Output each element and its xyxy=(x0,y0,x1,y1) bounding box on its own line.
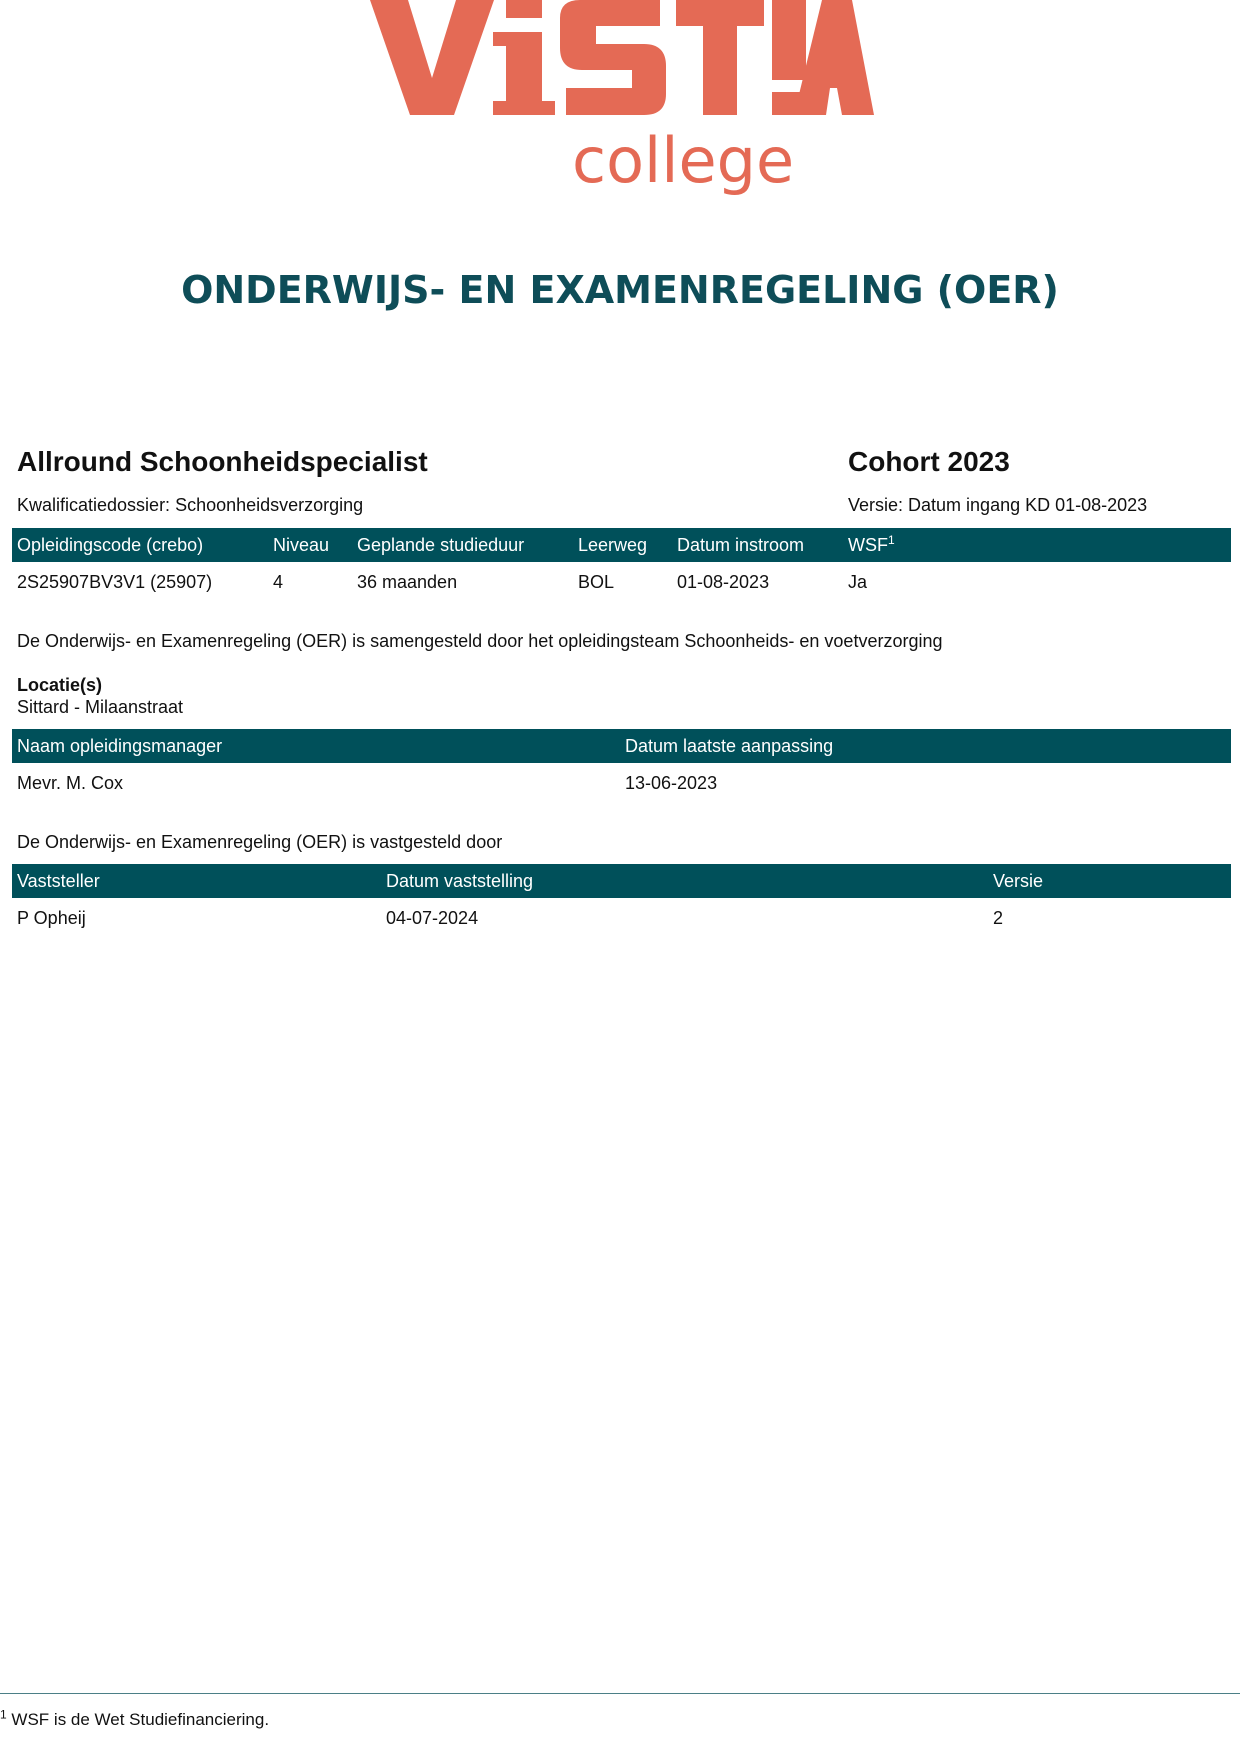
header-opleidingscode: Opleidingscode (crebo) xyxy=(12,528,268,562)
table-header-row xyxy=(12,528,1231,562)
program-name: Allround Schoonheidspecialist xyxy=(17,446,428,477)
cell-leerweg: BOL xyxy=(578,571,615,592)
kwalificatiedossier-text: Kwalificatiedossier: Schoonheidsverzorging xyxy=(17,495,364,515)
table-header-row xyxy=(12,729,1231,763)
cohort-label: Cohort 2023 xyxy=(848,446,1010,477)
program-details-table xyxy=(12,528,1231,602)
header-niveau: Niveau xyxy=(268,528,352,562)
samengesteld-text: De Onderwijs- en Examenregeling (OER) is samengesteld door het opleidingsteam Schoonheids- en voetverzorging xyxy=(17,631,943,651)
cell-datum-instroom: 01-08-2023 xyxy=(677,571,770,592)
cell-opleidingscode: 2S25907BV3V1 (25907) xyxy=(17,571,213,592)
cell-niveau: 4 xyxy=(273,571,284,592)
document-title: ONDERWIJS- EN EXAMENREGELING (OER) xyxy=(181,268,1059,312)
cell-vaststeller: P Opheij xyxy=(17,907,86,928)
cell-manager: Mevr. M. Cox xyxy=(17,772,124,793)
table-row xyxy=(12,562,1231,602)
table-header-row xyxy=(12,864,1231,898)
vista-college-logo xyxy=(360,0,880,210)
header-vaststeller: Vaststeller xyxy=(12,864,381,898)
cell-studieduur: 36 maanden xyxy=(357,571,458,592)
header-wsf xyxy=(843,528,1231,562)
header-datum-instroom: Datum instroom xyxy=(672,528,843,562)
header-laatste-aanpassing: Datum laatste aanpassing xyxy=(620,729,1231,763)
footnote-number: 1 xyxy=(0,1707,7,1722)
version-text: Versie: Datum ingang KD 01-08-2023 xyxy=(848,495,1148,515)
header-wsf-label: WSF xyxy=(848,534,888,555)
locaties-label: Locatie(s) xyxy=(17,675,103,695)
footnote-ref: 1 xyxy=(888,532,895,547)
logo-sub-text: college xyxy=(572,124,795,197)
table-row xyxy=(12,763,1231,803)
cell-versie: 2 xyxy=(993,907,1004,928)
header-versie: Versie xyxy=(988,864,1231,898)
footnote xyxy=(0,1707,270,1730)
footnote-divider xyxy=(0,1693,1240,1694)
vastgesteld-text: De Onderwijs- en Examenregeling (OER) is vastgesteld door xyxy=(17,832,503,852)
table-row xyxy=(12,898,1231,938)
locaties-value: Sittard - Milaanstraat xyxy=(17,697,184,717)
logo-graphic xyxy=(360,0,880,210)
header-opleidingsmanager: Naam opleidingsmanager xyxy=(12,729,620,763)
vaststelling-table xyxy=(12,864,1231,938)
cell-datum-vaststelling: 04-07-2024 xyxy=(386,907,479,928)
header-datum-vaststelling: Datum vaststelling xyxy=(381,864,988,898)
manager-table xyxy=(12,729,1231,803)
header-studieduur: Geplande studieduur xyxy=(352,528,573,562)
cell-wsf: Ja xyxy=(848,571,868,592)
cell-laatste-aanpassing: 13-06-2023 xyxy=(625,772,718,793)
footnote-text: WSF is de Wet Studiefinanciering. xyxy=(11,1710,270,1729)
header-leerweg: Leerweg xyxy=(573,528,672,562)
